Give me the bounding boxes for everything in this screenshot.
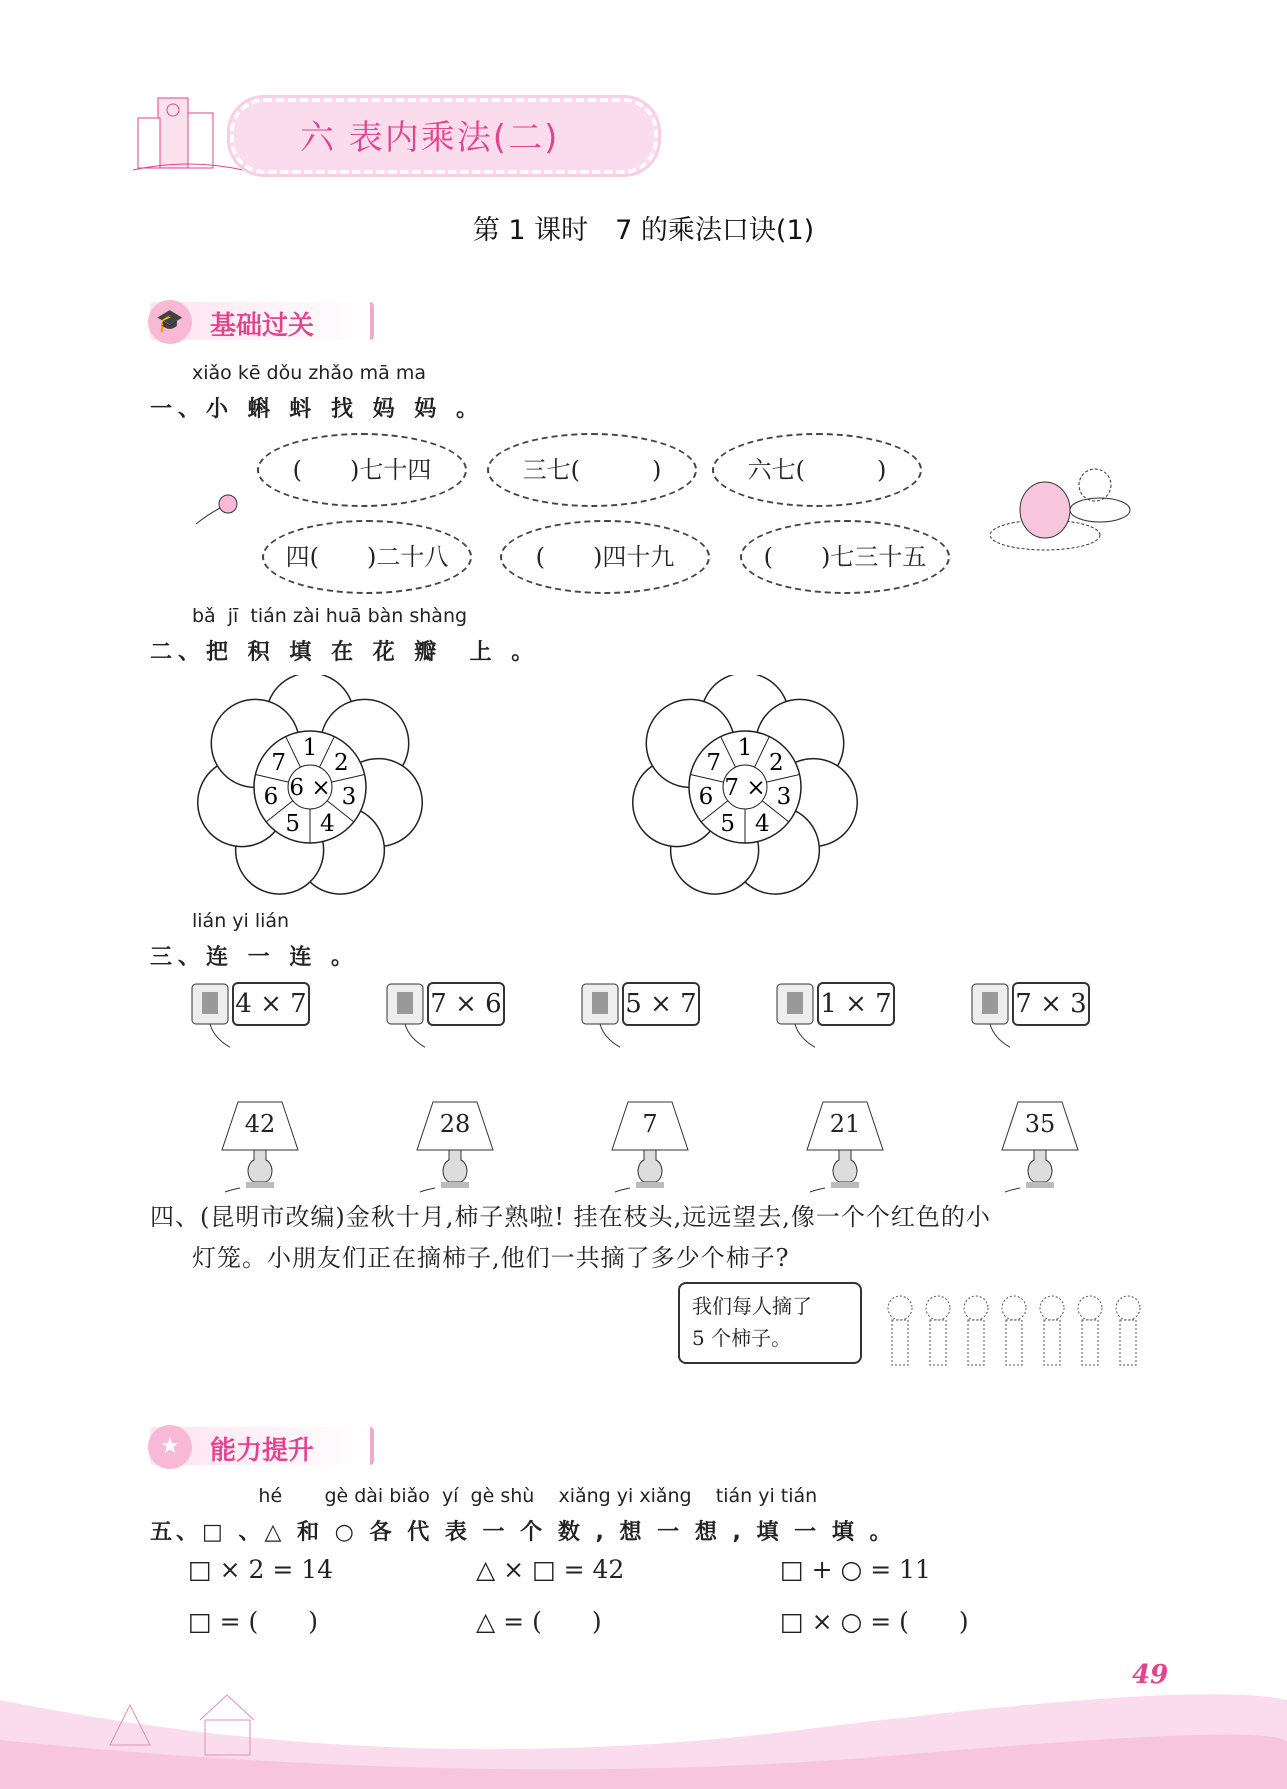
bubble-text: 我们每人摘了: [692, 1294, 812, 1318]
petal-number: 3: [776, 783, 792, 810]
section-title-advanced: 能力提升: [210, 1436, 315, 1466]
answer-blank[interactable]: □ × ○ = ( ): [780, 1607, 969, 1636]
equation: △ × □ = 42: [476, 1555, 625, 1584]
petal-number: 4: [320, 811, 335, 838]
equation: □ + ○ = 11: [780, 1555, 931, 1584]
lamp[interactable]: [415, 1100, 495, 1200]
plug-icon: [970, 982, 1010, 1062]
q5-title: 五、□ 、△ 和 ○ 各 代 表 一 个 数 , 想 一 想 , 填 一 填 。: [150, 1520, 896, 1545]
q3-pinyin: lián yi lián: [192, 910, 290, 932]
expression: 4 × 7: [232, 982, 310, 1026]
graduation-cap-icon: 🎓: [148, 300, 192, 344]
plug-icon: [385, 982, 425, 1062]
equation: □ × 2 = 14: [188, 1555, 334, 1584]
oval-answer[interactable]: ( )七三十五: [740, 520, 950, 594]
petal-number: 6: [698, 783, 714, 810]
center-label: 6 ×: [289, 775, 331, 801]
section-title-basic: 基础过关: [210, 311, 315, 341]
trophy-icon: ★: [148, 1425, 192, 1469]
tadpole-icon: [192, 490, 242, 534]
plug-card[interactable]: [385, 982, 525, 1062]
q2-pinyin: bǎ jī tián zài huā bàn shàng: [192, 605, 468, 627]
plug-card[interactable]: [580, 982, 720, 1062]
petal-number: 1: [302, 735, 318, 761]
petal-number: 5: [720, 811, 735, 838]
q1-title: 一、小 蝌 蚪 找 妈 妈 。: [150, 397, 484, 422]
oval-answer[interactable]: ( )七十四: [257, 433, 467, 507]
petal-number: 5: [285, 811, 300, 838]
lamp-number: 7: [642, 1110, 658, 1138]
lamp-number: 42: [244, 1110, 276, 1138]
petal-number: 7: [271, 750, 287, 777]
answer-blank[interactable]: △ = ( ): [476, 1607, 602, 1636]
q5-pinyin: hé gè dài biǎo yí gè shù xiǎng yi xiǎng tián yi tián: [192, 1485, 818, 1507]
plug-icon: [580, 982, 620, 1062]
petal-number: 7: [706, 750, 722, 777]
oval-answer[interactable]: 三七( ): [487, 433, 697, 507]
petal-number: 4: [755, 811, 770, 838]
expression: 5 × 7: [622, 982, 700, 1026]
flower-diagram-7: [630, 675, 860, 900]
lamp-number: 21: [829, 1110, 861, 1138]
answer-blank[interactable]: □ = ( ): [188, 1607, 318, 1636]
children-illustration: [880, 1290, 1160, 1374]
flower-diagram-6: [195, 675, 425, 900]
frog-illustration: [985, 455, 1135, 559]
speech-bubble: [678, 1282, 862, 1364]
plug-icon: [775, 982, 815, 1062]
plug-card[interactable]: [775, 982, 915, 1062]
lamp-number: 35: [1024, 1110, 1056, 1138]
expression: 1 × 7: [817, 982, 895, 1026]
oval-answer[interactable]: 四( )二十八: [262, 520, 472, 594]
oval-answer[interactable]: 六七( ): [712, 433, 922, 507]
petal-number: 1: [737, 735, 753, 761]
lamp[interactable]: [1000, 1100, 1080, 1200]
footer-wave: [0, 1660, 1287, 1789]
expression: 7 × 6: [427, 982, 505, 1026]
oval-answer[interactable]: ( )四十九: [500, 520, 710, 594]
chapter-title: 六 表内乘法(二): [300, 118, 560, 158]
q3-title: 三、连 一 连 。: [150, 945, 359, 970]
petal-number: 3: [341, 783, 357, 810]
page-number: 49: [1132, 1660, 1169, 1690]
q1-pinyin: xiǎo kē dǒu zhǎo mā ma: [192, 362, 426, 384]
plug-icon: [190, 982, 230, 1062]
petal-number: 2: [768, 750, 784, 777]
expression: 7 × 3: [1012, 982, 1090, 1026]
plug-card[interactable]: [970, 982, 1110, 1062]
lamp[interactable]: [220, 1100, 300, 1200]
center-label: 7 ×: [724, 775, 766, 801]
q4-line1: 四、(昆明市改编)金秋十月,柿子熟啦! 挂在枝头,远远望去,像一个个红色的小: [150, 1203, 991, 1231]
q2-title: 二、把 积 填 在 花 瓣 上 。: [150, 640, 540, 665]
plug-card[interactable]: [190, 982, 330, 1062]
lamp[interactable]: [805, 1100, 885, 1200]
bubble-text: 5 个柿子。: [692, 1326, 792, 1350]
lamp[interactable]: [610, 1100, 690, 1200]
lamp-number: 28: [439, 1110, 471, 1138]
q4-line2: 灯笼。小朋友们正在摘柿子,他们一共摘了多少个柿子?: [192, 1244, 790, 1272]
lesson-title: 第 1 课时 7 的乘法口诀(1): [472, 215, 815, 246]
petal-number: 2: [333, 750, 349, 777]
petal-number: 6: [263, 783, 279, 810]
